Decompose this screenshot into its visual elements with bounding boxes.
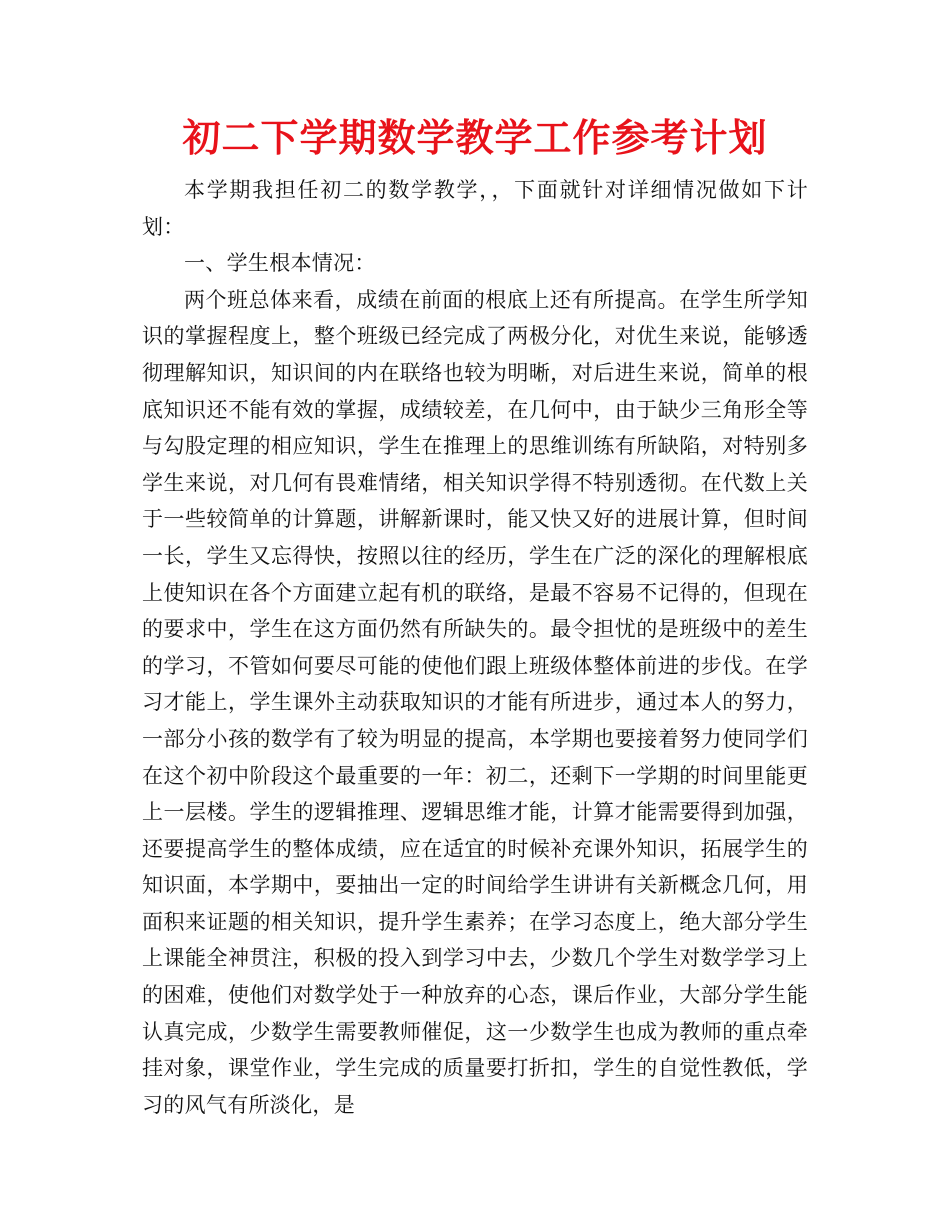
intro-paragraph: 本学期我担任初二的数学教学，，下面就针对详细情况做如下计划： <box>142 178 808 239</box>
body-paragraph: 两个班总体来看，成绩在前面的根底上还有所提高。在学生所学知识的掌握程度上，整个班级已经完成了两极分化，对优生来说，能够透彻理解知识，知识间的内在联络也较为明晰，对后进生来说，简单的根底知识还不能有效的掌握，成绩较差，在几何中，由于缺少三角形全等与勾股定理的相应知识，学生在推理上的思维训练有所缺陷，对特别多学生来说，对几何有畏难情绪，相关知识学得不特别透彻。在代数上关于一些较简单的计算题，讲解新课时，能又快又好的进展计算，但时间一长，学生又忘得快，按照以往的经历，学生在广泛的深化的理解根底上使知识在各个方面建立起有机的联络，是最不容易不记得的，但现在的要求中，学生在这方面仍然有所缺失的。最令担忧的是班级中的差生的学习，不管如何要尽可能的使他们跟上班级体整体前进的步伐。在学习才能上，学生课外主动获取知识的才能有所进步，通过本人的努力，一部分小孩的数学有了较为明显的提高，本学期也要接着努力使同学们在这个初中阶段这个最重要的一年：初二，还剩下一学期的时间里能更上一层楼。学生的逻辑推理、逻辑思维才能，计算才能需要得到加强，还要提高学生的整体成绩，应在适宜的时候补充课外知识，拓展学生的知识面，本学期中，要抽出一定的时间给学生讲讲有关新概念几何，用面积来证题的相关知识，提升学生素养；在学习态度上，绝大部分学生上课能全神贯注，积极的投入到学习中去，少数几个学生对数学学习上的困难，使他们对数学处于一种放弃的心态，课后作业，大部分学生能认真完成，少数学生需要教师催促，这一少数学生也成为教师的重点牵挂对象，课堂作业，学生完成的质量要打折扣，学生的自觉性教低，学习的风气有所淡化，是 <box>142 287 808 1117</box>
section-heading-student-situation: 一、学生根本情况： <box>184 251 376 276</box>
document-title: 初二下学期数学教学工作参考计划 <box>182 115 768 160</box>
document-body <box>142 172 808 1123</box>
